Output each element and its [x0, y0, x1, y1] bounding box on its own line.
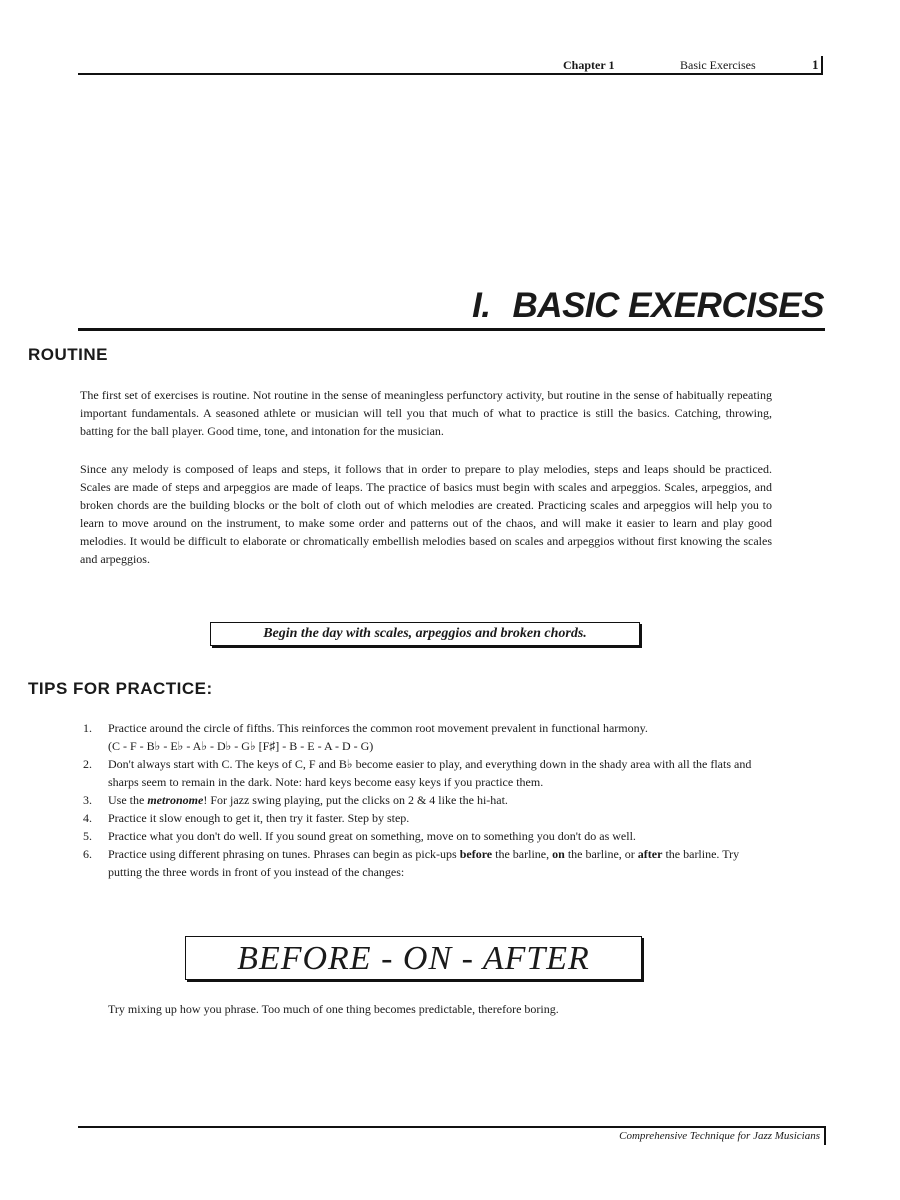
before-on-after-box [185, 936, 642, 980]
tip-text-post: ! For jazz swing playing, put the clicks on 2 & 4 like the hi-hat. [203, 793, 508, 807]
tip-text: Practice what you don't do well. If you sound great on something, move on to something you don't do as well. [108, 829, 636, 843]
tip-emphasis: metronome [147, 793, 204, 807]
tip-item-3 [80, 791, 772, 809]
tip-marker: 1. [83, 721, 92, 735]
header-section: Basic Exercises [680, 58, 756, 72]
before-on-after-text: BEFORE - ON - AFTER [237, 940, 590, 977]
footer-book-title: Comprehensive Technique for Jazz Musicians [619, 1130, 820, 1142]
routine-heading: ROUTINE [28, 345, 108, 364]
tip-text: Practice it slow enough to get it, then try it faster. Step by step. [108, 811, 410, 825]
tip-text-pre: Practice using different phrasing on tunes. Phrases can begin as pick-ups [108, 847, 460, 861]
tip-word-before: before [459, 847, 493, 861]
chapter-title-text: BASIC EXERCISES [512, 286, 824, 325]
tip-text: Don't always start with C. The keys of C, F and B♭ become easier to play, and everything down in the shady area with all the flats and sharps seem to remain in the dark. Note: hard keys become easy keys if you practice them. [108, 757, 752, 789]
header-chapter: Chapter 1 [563, 58, 615, 72]
tip-item-6 [80, 845, 772, 881]
chapter-number: I. [472, 286, 491, 325]
tip-text-post: the barline. Try putting the three words in front of you instead of the changes: [108, 847, 740, 879]
callout-box [210, 622, 640, 646]
tip-word-on: on [552, 847, 565, 861]
tip-item-1 [80, 719, 772, 755]
tip-text-mid-2: the barline, or [564, 847, 638, 861]
tip-marker: 5. [83, 829, 92, 843]
routine-paragraph-2: Since any melody is composed of leaps and steps, it follows that in order to prepare to play melodies, steps and leaps should be practiced. Scales are made of steps and arpeggios are made of leaps. The practice of basics must begin with scales and arpeggios. Scales, arpeggios, and broken chords are the building blocks or the bolt of cloth out of which melodies are created. Practicing scales and arpeggios will help you to learn to move around on the instrument, to make some order and patterns out of the chaos, and will make it easier to learn and play good melodies. It would be difficult to elaborate or chromatically embellish melodies based on scales and arpeggios without first knowing the scales and arpeggios. [80, 462, 772, 566]
tip-text-pre: Use the [108, 793, 148, 807]
page-number: 1 [812, 57, 819, 72]
tip-text-mid-1: the barline, [492, 847, 553, 861]
tips-heading: TIPS FOR PRACTICE: [28, 679, 213, 698]
tip-item-4 [80, 809, 772, 827]
routine-paragraph-1: The first set of exercises is routine. Not routine in the sense of meaningless perfunctory activity, but routine in the sense of habitually repeating important fundamentals. A seasoned athlete or musician will tell you that much of what to practice is still the basics. Catching, throwing, batting for the ball player. Good time, tone, and intonation for the musician. [80, 388, 772, 438]
tip-item-2 [80, 755, 772, 791]
tip-marker: 6. [83, 847, 92, 861]
tip-item-5 [80, 827, 772, 845]
chapter-title [472, 286, 824, 326]
tip-marker: 3. [83, 793, 92, 807]
tip-marker: 4. [83, 811, 92, 825]
callout-text: Begin the day with scales, arpeggios and broken chords. [263, 626, 587, 641]
header-rule [78, 73, 823, 75]
tips-list [80, 719, 772, 881]
circle-of-fifths-sequence: (C - F - B♭ - E♭ - A♭ - D♭ - G♭ [F♯] - B - E - A - D - G) [108, 739, 374, 753]
footer-rule [78, 1126, 826, 1128]
footer-end-bar [824, 1126, 826, 1145]
tip-text: Practice around the circle of fifths. This reinforces the common root movement prevalent in functional harmony. [108, 721, 648, 735]
tip-marker: 2. [83, 757, 92, 771]
tip-word-after: after [637, 847, 663, 861]
closing-line: Try mixing up how you phrase. Too much of one thing becomes predictable, therefore boring. [108, 1002, 559, 1016]
header-end-bar [821, 56, 823, 75]
title-rule [78, 328, 825, 331]
